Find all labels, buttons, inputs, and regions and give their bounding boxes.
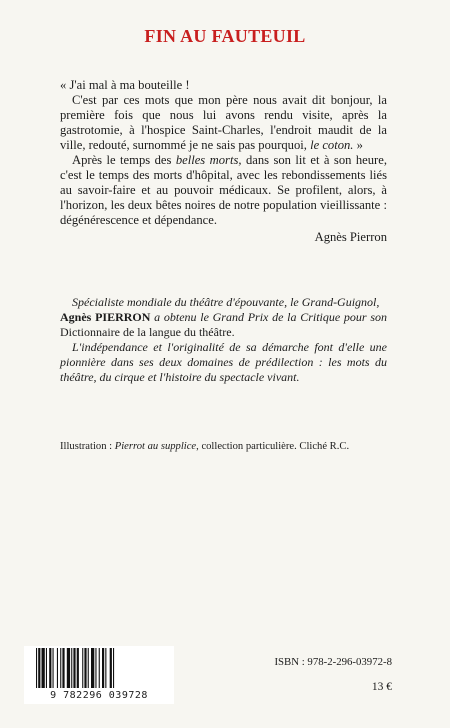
barcode-bar (113, 648, 114, 688)
bio-text: Spécialiste mondiale du théâtre d'épouvante, le Grand-Guignol, (72, 295, 380, 309)
illustration-credit (60, 440, 390, 454)
barcode-bar (38, 648, 40, 688)
quote-emphasis: le coton. (310, 138, 354, 152)
barcode-bar (57, 648, 58, 688)
illustration-label: Illustration : (60, 441, 115, 452)
isbn: ISBN : 978-2-296-03972-8 (274, 656, 392, 668)
illustration-rest: , collection particulière. Cliché R.C. (196, 441, 350, 452)
barcode-bar (82, 648, 83, 688)
dictionary-title: Dictionnaire de la langue du théâtre. (60, 325, 235, 339)
quote-signature: Agnès Pierron (314, 230, 387, 244)
author-bio (60, 295, 387, 385)
author-name: Agnès PIERRON (60, 310, 151, 324)
barcode-bar (77, 648, 79, 688)
quote-text: Après le temps des (72, 153, 176, 167)
barcode (24, 646, 174, 704)
quote-paragraph-2 (60, 153, 387, 228)
barcode-bar (95, 648, 96, 688)
barcode-bars (32, 648, 166, 690)
illustration-work: Pierrot au supplice (114, 441, 197, 452)
barcode-bar (53, 648, 54, 688)
price: 13 € (371, 681, 392, 693)
barcode-bar (62, 648, 64, 688)
bio-paragraph-1 (60, 295, 387, 340)
barcode-bar (110, 648, 112, 688)
barcode-bar (102, 648, 104, 688)
barcode-digits: 9 782296 039728 (50, 690, 148, 701)
barcode-bar (105, 648, 106, 688)
barcode-bar (73, 648, 75, 688)
quote-opening: « J'ai mal à ma bouteille ! (60, 78, 190, 92)
quote-text: C'est par ces mots que mon père nous avait dit bonjour, la première fois que nous lui avons rendu visite, après la gastrotomie, à l'hospice Saint-Charles, l'endroit maudit de la ville, redouté, surnommé je ne sais pas pourquoi, (60, 93, 387, 152)
quote-text: dans son lit et à son heure, c'est le temps des morts d'hôpital, avec les rebondissements liés au savoir-faire et au pouvoir médicaux. Se profilent, alors, à l'horizon, les deux bêtes noires de notre population vieillissante : dégénérescence et dépendance. (60, 153, 387, 227)
barcode-bar (71, 648, 72, 688)
quote-paragraph-1 (60, 93, 387, 153)
quote-emphasis: belles morts, (175, 153, 242, 167)
barcode-bar (67, 648, 70, 688)
barcode-bar (99, 648, 100, 688)
barcode-bar (46, 648, 47, 688)
barcode-bar (49, 648, 51, 688)
bio-paragraph-2: L'indépendance et l'originalité de sa démarche font d'elle une pionnière dans ses deux domaines de prédilection : les mots du théâtre, du cirque et l'histoire du spectacle vivant. (60, 340, 387, 384)
barcode-bar (88, 648, 89, 688)
barcode-bar (42, 648, 45, 688)
bio-text: a obtenu le Grand Prix de la Critique pour son (150, 310, 387, 324)
barcode-bar (91, 648, 94, 688)
barcode-bar (60, 648, 61, 688)
book-title: FIN AU FAUTEUIL (144, 26, 306, 46)
barcode-bar (84, 648, 86, 688)
barcode-bar (36, 648, 37, 688)
quote-close: » (353, 138, 363, 152)
quote-block (60, 78, 387, 245)
